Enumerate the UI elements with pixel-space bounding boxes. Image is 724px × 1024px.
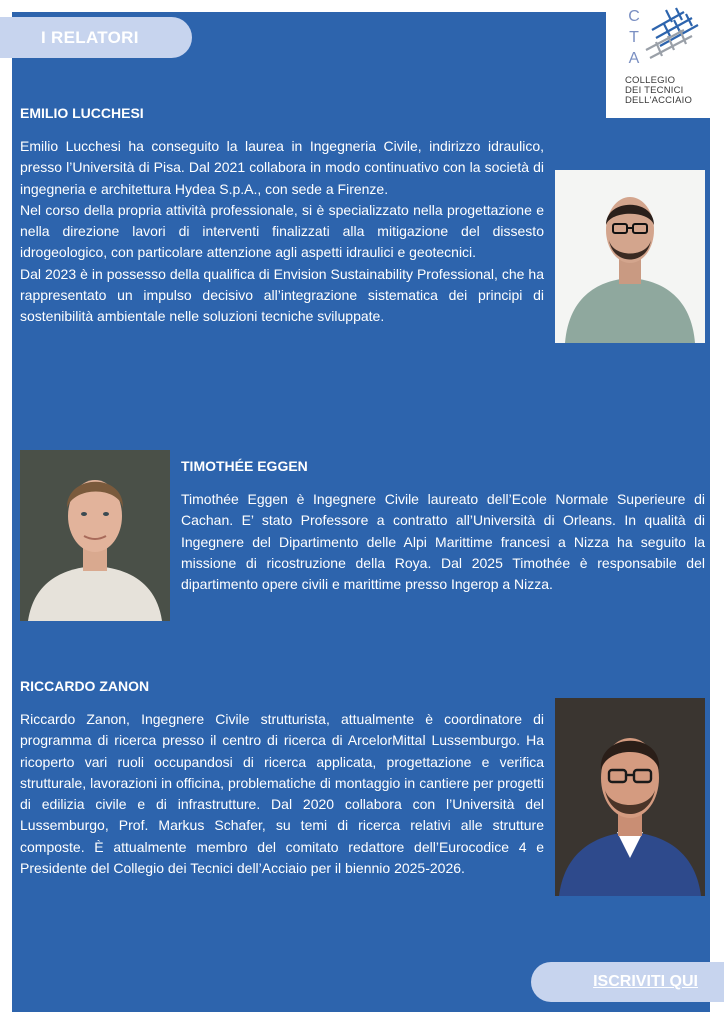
- section-tab: I RELATORI: [0, 17, 192, 58]
- bio-paragraph: Dal 2023 è in possesso della qualifica di Envision Sustainability Professional, che ha rappresentato un impulso decisivo all’integrazione sistematica dei principi di sostenibilità ambientale nelle soluzioni tecniche sviluppate.: [20, 265, 544, 325]
- register-button[interactable]: ISCRIVITI QUI: [531, 962, 724, 1002]
- speaker-name: EMILIO LUCCHESI: [20, 105, 144, 121]
- logo-name-line: DEI TECNICI: [625, 85, 684, 96]
- speaker-bio: [20, 136, 544, 328]
- bio-paragraph: Emilio Lucchesi ha conseguito la laurea in Ingegneria Civile, indirizzo idraulico, presso l’Università di Pisa. Dal 2021 collabora in modo continuativo con la società di ingegneria e architettura Hydea S.p.A., con sede a Firenze.: [20, 138, 544, 197]
- speaker-photo: [20, 450, 170, 621]
- bottom-strip: [0, 1014, 724, 1024]
- speaker-bio: [20, 709, 544, 879]
- logo-name-line: DELL'ACCIAIO: [625, 95, 693, 106]
- logo-name: [625, 76, 713, 106]
- cta-logo: [606, 0, 712, 118]
- bio-paragraph: Nel corso della propria attività professionale, si è specializzato nella progettazione e nella direzione lavori di interventi finalizzati alla mitigazione del dissesto idrogeologico, con particolare attenzione agli aspetti idraulici e geotecnici.: [20, 201, 544, 261]
- speaker-photo: [555, 170, 705, 343]
- logo-letter-a: A: [628, 50, 640, 67]
- speaker-bio: [181, 489, 705, 595]
- speaker-photo: [555, 698, 705, 896]
- logo-letter-t: T: [629, 29, 639, 46]
- bio-paragraph: Riccardo Zanon, Ingegnere Civile strutturista, attualmente è coordinatore di programma di ricerca presso il centro di ricerca di ArcelorMittal Lussemburgo. Ha ricoperto vari ruoli occupandosi di ricerca applicata, progettazione e verifica strutturale, lavorazioni in officina, problematiche di montaggio in cantiere per progetti di edilizia civile e di infrastrutture. Dal 2020 collabora con l’Università del Lussemburgo, Prof. Markus Schafer, su temi di ricerca relativi alle strutture composte. È attualmente membro del comitato redattore dell’Eurocodice 4 e Presidente del Collegio dei Tecnici dell’Acciaio per il biennio 2025-2026.: [20, 711, 544, 877]
- bio-paragraph: Timothée Eggen è Ingegnere Civile laureato dell’Ecole Normale Superieure di Cachan. E’ stato Professore a contratto all’Università di Orleans. In qualità di Ingegnere del Dipartimento delle Alpi Marittime francesi a Nizza ha seguito la missione di ricostruzione della Roya. Dal 2025 Timothée è responsabile del dipartimento opere civili e marittime presso Ingerop a Nizza.: [181, 491, 705, 593]
- logo-name-line: COLLEGIO: [625, 75, 676, 86]
- speaker-name: TIMOTHÉE EGGEN: [181, 458, 308, 474]
- logo-letters: [624, 6, 644, 69]
- speaker-name: RICCARDO ZANON: [20, 678, 150, 694]
- logo-letter-c: C: [628, 8, 640, 25]
